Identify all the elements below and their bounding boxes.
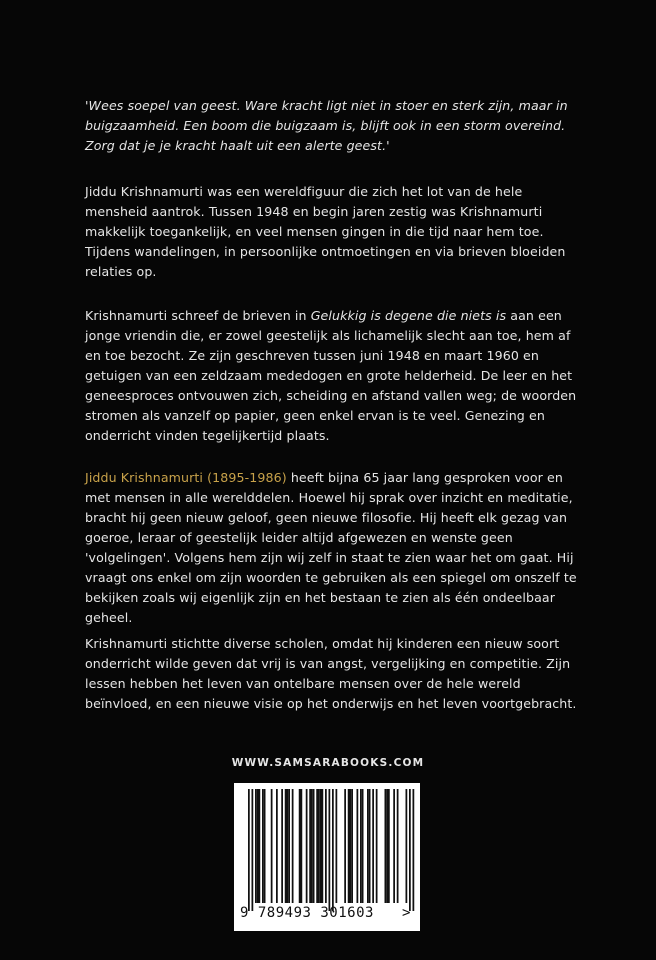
barcode-bar xyxy=(393,789,395,903)
barcode-bar xyxy=(362,789,364,903)
barcode-bar xyxy=(385,789,387,903)
barcode-bar xyxy=(344,789,346,903)
barcode-bar xyxy=(329,789,331,911)
schools-paragraph: Krishnamurti stichtte diverse scholen, omdat hij kinderen een nieuw soort onderricht wilde geven dat vrij is van angst, vergelijking en competitie. Zijn lessen hebben het leven van ontelbare mensen over de hele wereld beïnvloed, en een nieuwe visie op het onderwijs en het leven voortgebracht. xyxy=(85,636,577,711)
barcode-bar xyxy=(350,789,352,903)
barcode-bar xyxy=(322,789,324,903)
barcode-bar xyxy=(367,789,369,903)
letters-paragraph xyxy=(85,306,585,446)
barcode-bar xyxy=(276,789,278,903)
letters-text-start: Krishnamurti schreef de brieven in xyxy=(85,308,311,323)
barcode-bar xyxy=(360,789,362,903)
barcode-bar xyxy=(248,789,250,911)
author-name: Jiddu Krishnamurti xyxy=(85,470,204,485)
barcode-bar xyxy=(311,789,313,903)
barcode-bar xyxy=(325,789,327,903)
barcode-bar xyxy=(336,789,338,903)
barcode-bar xyxy=(299,789,301,903)
barcode-bar xyxy=(271,789,273,903)
author-paragraph xyxy=(85,468,585,628)
barcode-bar xyxy=(406,789,408,903)
barcode-bar xyxy=(388,789,390,903)
intro-paragraph: Jiddu Krishnamurti was een wereldfiguur die zich het lot van de hele mensheid aantrok. Tussen 1948 en begin jaren zestig was Krishnamurti makkelijk toegankelijk, en veel mensen gingen in die tijd naar hem toe. Tijdens wandelingen, in persoonlijke ontmoetingen en via brieven bloeiden relaties op. xyxy=(85,184,566,279)
barcode-bar xyxy=(409,789,411,911)
book-title: Gelukkig is degene die niets is xyxy=(310,308,507,323)
barcode-bar xyxy=(262,789,264,903)
barcode-bar xyxy=(332,789,334,911)
barcode-bar xyxy=(376,789,378,903)
barcode-bar xyxy=(318,789,320,903)
barcode xyxy=(234,783,420,931)
letters-text-end: aan een jonge vriendin die, er zowel geestelijk als lichamelijk slecht aan toe, hem af en toe bezocht. Ze zijn geschreven tussen juni 1948 en maart 1960 en getuigen van een zeldzaam mededogen en grote helderheid. De leer en het geneesproces ontvouwen zich, scheiding en afstand vallen weg; de woorden stromen als vanzelf op papier, geen enkel ervan is te veel. Genezing en onderricht vinden tegelijkertijd plaats. xyxy=(85,308,577,443)
barcode-bar xyxy=(306,789,308,903)
barcode-bar xyxy=(413,789,415,911)
barcode-bar xyxy=(309,789,311,903)
barcode-bar xyxy=(357,789,359,903)
barcode-bar xyxy=(397,789,399,903)
website-url[interactable]: WWW.SAMSARABOOKS.COM xyxy=(231,757,425,769)
barcode-arrow: > xyxy=(402,905,411,921)
barcode-bar xyxy=(285,789,287,903)
barcode-bar xyxy=(255,789,257,903)
quote: 'Wees soepel van geest. Ware kracht ligt niet in stoer en sterk zijn, maar in buigzaamheid. Een boom die buigzaam is, blijft ook in een storm overeind. Zorg dat je je kracht haalt uit een alerte geest.' xyxy=(85,98,568,153)
barcode-bar xyxy=(386,789,388,903)
barcode-bar xyxy=(288,789,290,903)
barcode-bar xyxy=(259,789,261,903)
barcode-digits: 9 789493 301603 xyxy=(240,905,374,921)
barcode-bar xyxy=(369,789,371,903)
author-text: heeft bijna 65 jaar lang gesproken voor en met mensen in alle werelddelen. Hoewel hij sprak over inzicht en meditatie, bracht hij geen nieuw geloof, geen nieuwe filosofie. Hij heeft elk gezag van goeroe, leraar of geestelijk leider altijd afgewezen en wenste geen 'volgelingen'. Volgens hem zijn wij zelf in staat te zien waar het om gaat. Hij vraagt ons enkel om zijn woorden te gebruiken als een spiegel om onszelf te bekijken zoals wij eigenlijk zijn en het bestaan te zien als één ondeelbaar geheel. xyxy=(85,470,577,625)
barcode-bar xyxy=(264,789,266,903)
barcode-bar xyxy=(252,789,254,911)
barcode-bar xyxy=(281,789,283,903)
barcode-bar xyxy=(372,789,374,903)
barcode-bar xyxy=(316,789,318,903)
barcode-bar xyxy=(257,789,259,903)
barcode-bar xyxy=(313,789,315,903)
barcode-bar xyxy=(287,789,289,903)
author-years: (1895-1986) xyxy=(207,470,287,485)
barcode-bar xyxy=(320,789,322,903)
barcode-bar xyxy=(292,789,294,903)
barcode-bar xyxy=(351,789,353,903)
barcode-bar xyxy=(301,789,303,903)
barcode-bar xyxy=(348,789,350,903)
